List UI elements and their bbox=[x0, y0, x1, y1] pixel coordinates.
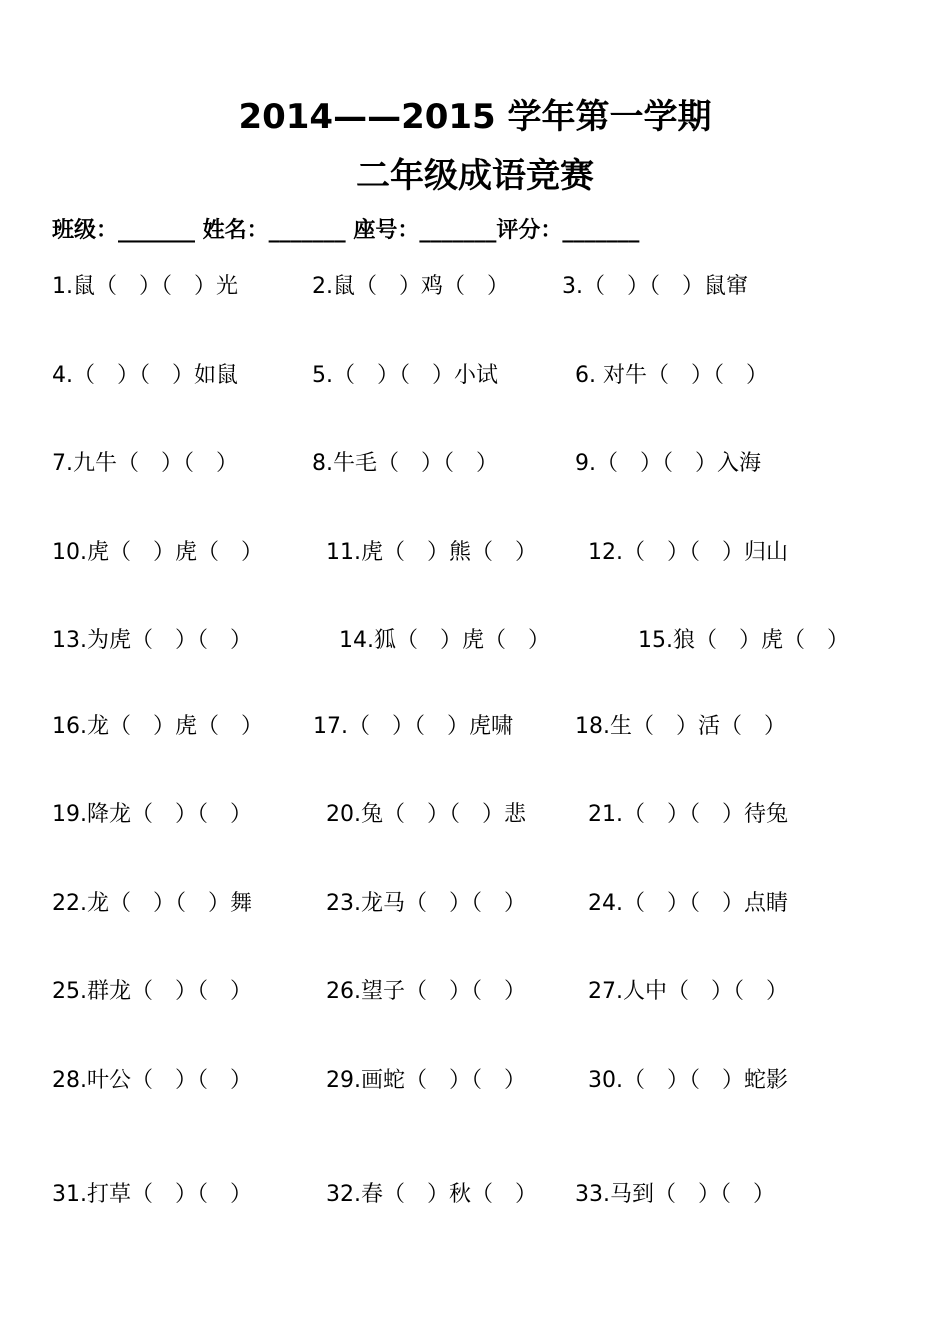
page-subtitle: 二年级成语竞赛 bbox=[356, 156, 594, 196]
question-7: 7.九牛（ ）（ ） bbox=[52, 451, 238, 476]
question-22: 22.龙（ ）（ ）舞 bbox=[52, 891, 252, 916]
question-14: 14.狐（ ）虎（ ） bbox=[339, 628, 550, 653]
question-3: 3.（ ）（ ）鼠窜 bbox=[562, 274, 748, 299]
question-28: 28.叶公（ ）（ ） bbox=[52, 1068, 252, 1093]
question-32: 32.春（ ）秋（ ） bbox=[326, 1182, 537, 1207]
question-27: 27.人中（ ）（ ） bbox=[588, 979, 788, 1004]
question-18: 18.生（ ）活（ ） bbox=[575, 714, 786, 739]
question-2: 2.鼠（ ）鸡（ ） bbox=[312, 274, 509, 299]
question-10: 10.虎（ ）虎（ ） bbox=[52, 540, 263, 565]
question-11: 11.虎（ ）熊（ ） bbox=[326, 540, 537, 565]
question-26: 26.望子（ ）（ ） bbox=[326, 979, 526, 1004]
question-5: 5.（ ）（ ）小试 bbox=[312, 363, 498, 388]
question-1: 1.鼠（ ）（ ）光 bbox=[52, 274, 238, 299]
question-19: 19.降龙（ ）（ ） bbox=[52, 802, 252, 827]
page-title: 2014——2015 学年第一学期 bbox=[238, 97, 712, 137]
student-info-line: 班级：_______ 姓名：_______ 座号：_______评分：_______ bbox=[52, 218, 640, 243]
question-17: 17.（ ）（ ）虎啸 bbox=[313, 714, 513, 739]
question-13: 13.为虎（ ）（ ） bbox=[52, 628, 252, 653]
question-15: 15.狼（ ）虎（ ） bbox=[638, 628, 849, 653]
question-9: 9.（ ）（ ）入海 bbox=[575, 451, 761, 476]
question-23: 23.龙马（ ）（ ） bbox=[326, 891, 526, 916]
question-30: 30.（ ）（ ）蛇影 bbox=[588, 1068, 788, 1093]
question-8: 8.牛毛（ ）（ ） bbox=[312, 451, 498, 476]
question-4: 4.（ ）（ ）如鼠 bbox=[52, 363, 238, 388]
question-6: 6. 对牛（ ）（ ） bbox=[575, 363, 768, 388]
question-33: 33.马到（ ）（ ） bbox=[575, 1182, 775, 1207]
question-31: 31.打草（ ）（ ） bbox=[52, 1182, 252, 1207]
question-16: 16.龙（ ）虎（ ） bbox=[52, 714, 263, 739]
question-21: 21.（ ）（ ）待兔 bbox=[588, 802, 788, 827]
question-20: 20.兔（ ）（ ）悲 bbox=[326, 802, 526, 827]
question-24: 24.（ ）（ ）点睛 bbox=[588, 891, 788, 916]
question-29: 29.画蛇（ ）（ ） bbox=[326, 1068, 526, 1093]
question-12: 12.（ ）（ ）归山 bbox=[588, 540, 788, 565]
question-25: 25.群龙（ ）（ ） bbox=[52, 979, 252, 1004]
